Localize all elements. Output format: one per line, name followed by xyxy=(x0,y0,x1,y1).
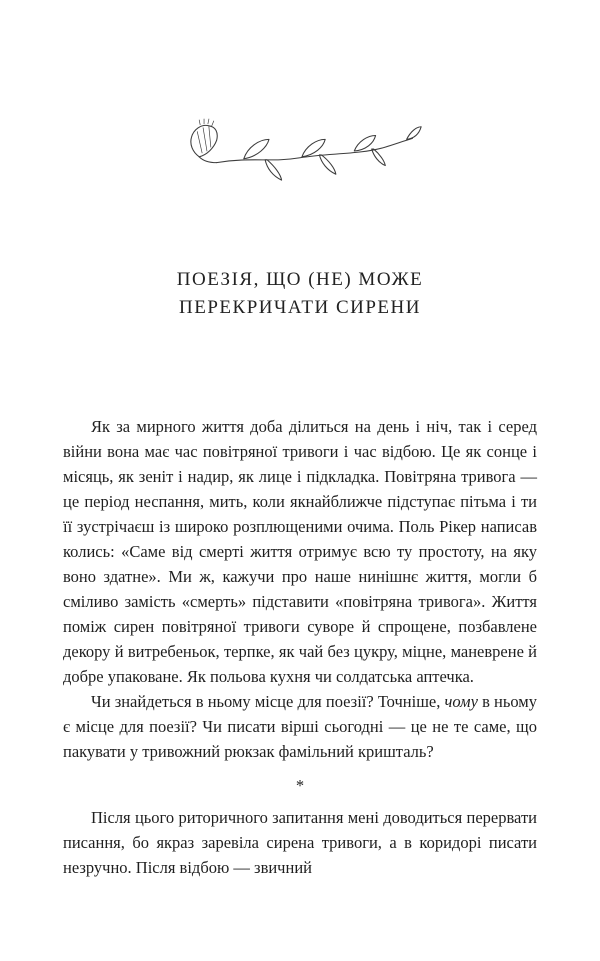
body-text xyxy=(63,414,537,880)
chapter-title-line-1: ПОЕЗІЯ, ЩО (НЕ) МОЖЕ xyxy=(176,269,424,290)
chapter-title-line-2: ПЕРЕКРИЧАТИ СИРЕНИ xyxy=(179,297,421,318)
paragraph-2-text-continued: в ньому є місце для поезії? Чи писати вірші сьогодні — це не те саме, що пакувати у тривожний рюкзак фамільний кришталь? xyxy=(63,692,537,761)
paragraph-2-text: Чи знайдеться в ньому місце для поезії? Точніше, xyxy=(91,692,445,711)
paragraph-3: Після цього риторичного запитання мені доводиться перервати писання, бо якраз заревіла сирена тривоги, а в коридорі писати незручно. Після відбою — звичний xyxy=(63,808,537,877)
chapter-title xyxy=(40,266,560,322)
paragraph-1: Як за мирного життя доба ділиться на день і ніч, так і серед війни вона має час повітряної тривоги і час відбою. Це як сонце і місяць, як зеніт і надир, як лице і підкладка. Повітряна тривога — це період неспання, мить, коли якнайближче підступає пітьма і ти її зустрічаєш із широко розплющеними очима. Поль Рікер написав колись: «Саме від смерті життя отримує всю ту простоту, на яку воно здатне». Ми ж, кажучи про наше нинішнє життя, могли б сміливо замість «смерть» підставити «повітряна тривога». Життя поміж сирен повітряної тривоги суворе й спрощене, позбавлене декору й витребеньок, терпке, як чай без цукру, міцне, маневрене й добре упаковане. Як польова кухня чи солдатська аптечка. xyxy=(63,417,537,686)
ornament xyxy=(0,112,600,190)
paragraph-2 xyxy=(63,689,537,764)
section-separator-asterisk: * xyxy=(295,776,305,795)
bellflower-branch-icon xyxy=(174,113,426,189)
paragraph-2-italic-word: чому xyxy=(444,692,478,711)
